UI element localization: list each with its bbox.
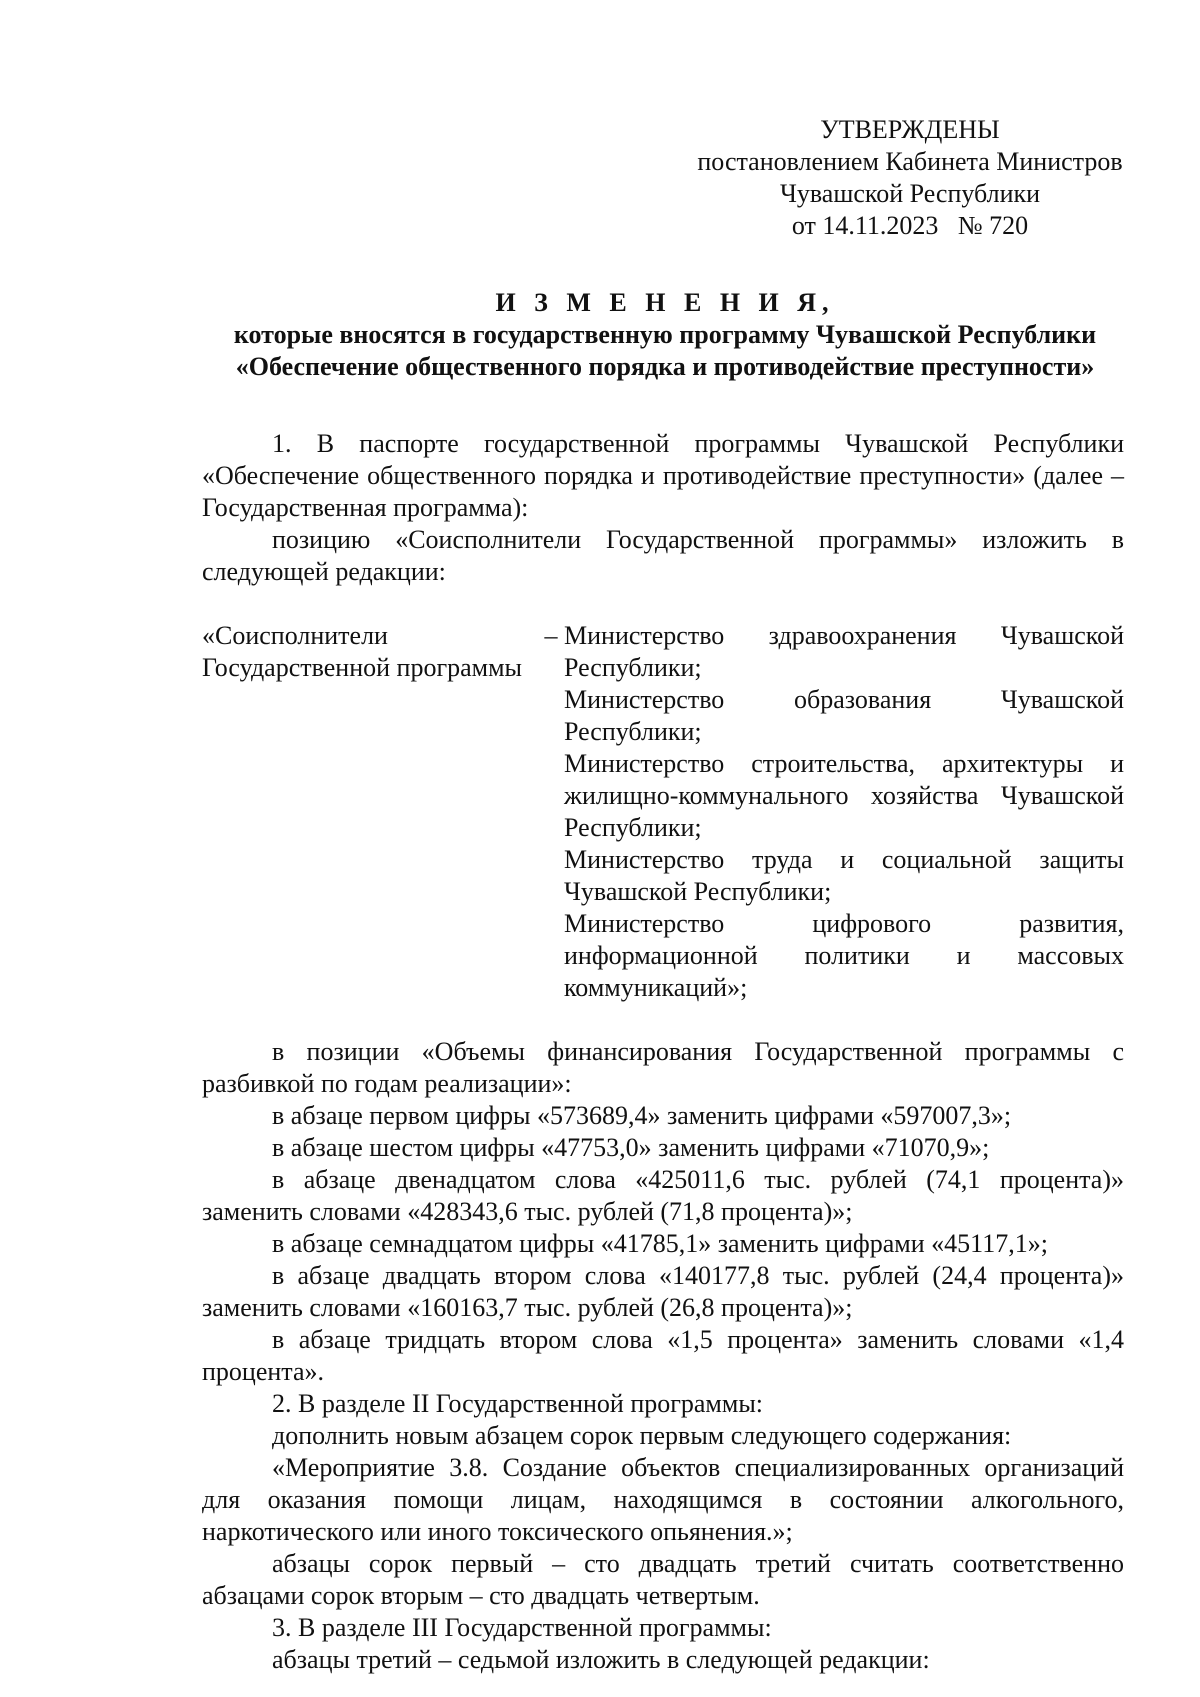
document-body xyxy=(202,428,1124,1676)
paragraph-section2-measure: «Мероприятие 3.8. Создание объектов специализированных организаций для оказания помощи лицам, находящимся в состоянии алкогольного, наркотического или иного токсического опьянения.»; xyxy=(202,1453,1124,1546)
paragraph-financing-3: в абзаце двенадцатом слова «425011,6 тыс. рублей (74,1 процента)» заменить словами «428343,6 тыс. рублей (71,8 процента)»; xyxy=(202,1165,1124,1226)
title-subtitle-line1: которые вносятся в государственную программу Чувашской Республики xyxy=(233,320,1097,349)
position-item: Министерство образования Чувашской Республики; xyxy=(564,685,1124,746)
approval-date-number: от 14.11.2023 № 720 xyxy=(791,211,1029,240)
approval-stamp xyxy=(690,114,1130,242)
coexecutors-position xyxy=(202,620,1124,1004)
title-heading: И З М Е Н Е Н И Я, xyxy=(495,288,835,317)
paragraph-section2-renumber: абзацы сорок первый – сто двадцать третий считать соответственно абзацами сорок вторым – сто двадцать четвертым. xyxy=(202,1549,1124,1610)
position-label: «Соисполнители Государственной программы xyxy=(202,621,523,682)
position-items xyxy=(564,620,1124,1004)
paragraph-financing-intro: в позиции «Объемы финансирования Государственной программы с разбивкой по годам реализации»: xyxy=(202,1037,1124,1098)
title-subtitle-line2: «Обеспечение общественного порядка и противодействие преступности» xyxy=(235,352,1095,381)
paragraph-financing-2: в абзаце шестом цифры «47753,0» заменить цифрами «71070,9»; xyxy=(272,1133,990,1162)
paragraph-position-intro: позицию «Соисполнители Государственной программы» изложить в следующей редакции: xyxy=(202,525,1124,586)
spacer xyxy=(202,1004,1124,1036)
paragraph-section2-add: дополнить новым абзацем сорок первым следующего содержания: xyxy=(272,1421,1012,1450)
paragraph-financing-1: в абзаце первом цифры «573689,4» заменить цифрами «597007,3»; xyxy=(272,1101,1012,1130)
paragraph-section3-edit: абзацы третий – седьмой изложить в следующей редакции: xyxy=(272,1645,930,1674)
position-item: Министерство труда и социальной защиты Чувашской Республики; xyxy=(564,845,1124,906)
position-item: Министерство цифрового развития, информационной политики и массовых коммуникаций»; xyxy=(564,909,1124,1002)
paragraph-section3-heading: 3. В разделе III Государственной программы: xyxy=(272,1613,772,1642)
position-item: Министерство здравоохранения Чувашской Республики; xyxy=(564,621,1124,682)
document-title xyxy=(200,287,1130,383)
approval-authority: постановлением Кабинета Министров xyxy=(697,147,1123,176)
paragraph-financing-5: в абзаце двадцать втором слова «140177,8 тыс. рублей (24,4 процента)» заменить словами «160163,7 тыс. рублей (26,8 процента)»; xyxy=(202,1261,1124,1322)
position-item: Министерство строительства, архитектуры и жилищно-коммунального хозяйства Чувашской Республики; xyxy=(564,749,1124,842)
approval-republic: Чувашской Республики xyxy=(779,179,1041,208)
position-dash: – xyxy=(544,621,558,650)
paragraph-financing-6: в абзаце тридцать втором слова «1,5 процента» заменить словами «1,4 процента». xyxy=(202,1325,1124,1386)
paragraph-passport: 1. В паспорте государственной программы Чувашской Республики «Обеспечение общественного порядка и противодействие преступности» (далее – Государственная программа): xyxy=(202,429,1124,522)
paragraph-section2-heading: 2. В разделе II Государственной программы: xyxy=(272,1389,764,1418)
paragraph-financing-4: в абзаце семнадцатом цифры «41785,1» заменить цифрами «45117,1»; xyxy=(272,1229,1048,1258)
spacer xyxy=(202,588,1124,620)
approval-title: УТВЕРЖДЕНЫ xyxy=(820,115,1000,144)
